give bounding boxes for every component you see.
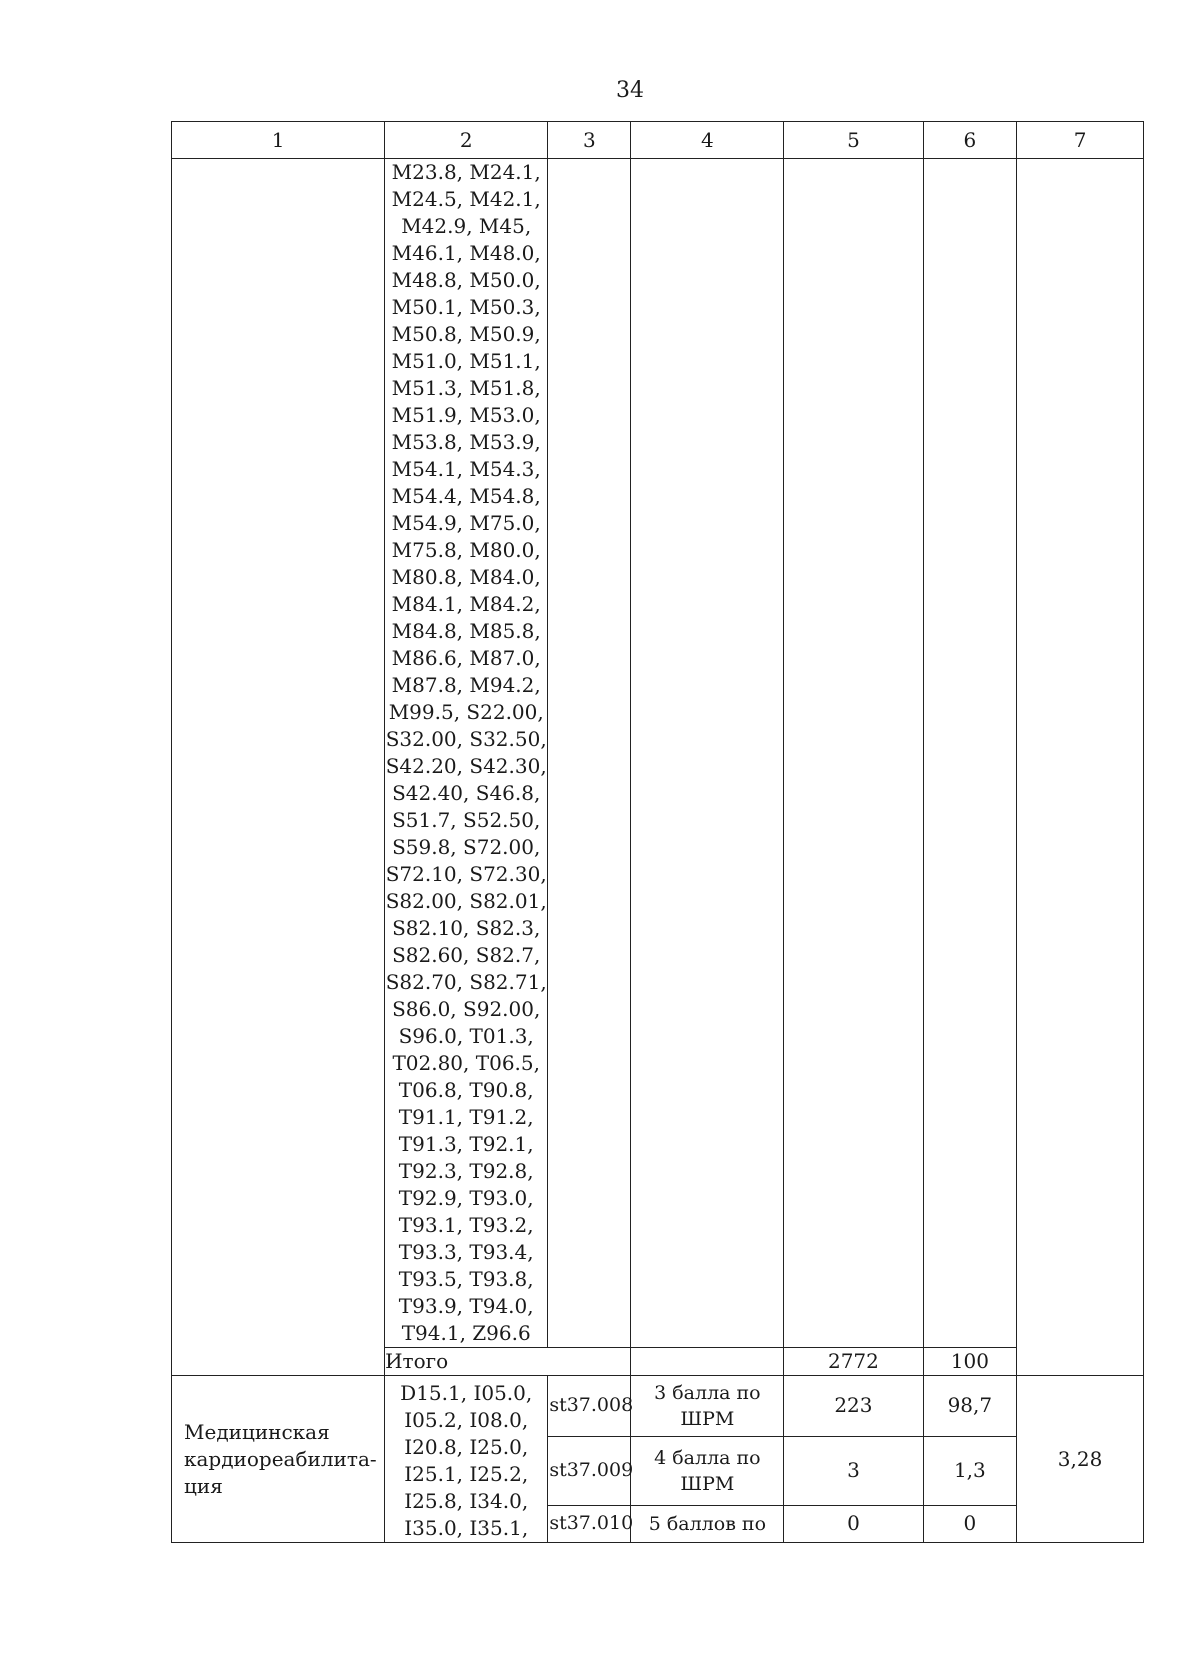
total-empty-cell bbox=[631, 1348, 784, 1376]
code-line: I05.2, I08.0, bbox=[404, 1408, 529, 1432]
code-line: S42.20, S42.30, bbox=[385, 754, 547, 778]
case-count: 3 bbox=[784, 1436, 923, 1505]
code-line: M86.6, M87.0, bbox=[391, 646, 541, 670]
code-line: T93.9, T94.0, bbox=[398, 1294, 534, 1318]
case-count: 0 bbox=[784, 1505, 923, 1542]
header-row bbox=[172, 122, 1144, 159]
criterion: 5 баллов по bbox=[631, 1505, 784, 1542]
header-col-2: 2 bbox=[385, 122, 548, 159]
code-line: T91.3, T92.1, bbox=[398, 1132, 534, 1156]
header-col-1: 1 bbox=[172, 122, 385, 159]
total-count: 2772 bbox=[784, 1348, 923, 1376]
code-line: T93.3, T93.4, bbox=[398, 1240, 534, 1264]
header-col-3: 3 bbox=[548, 122, 631, 159]
code-line: I25.1, I25.2, bbox=[404, 1462, 529, 1486]
case-share: 0 bbox=[923, 1505, 1017, 1542]
code-line: D15.1, I05.0, bbox=[400, 1381, 533, 1405]
code-line: T93.5, T93.8, bbox=[398, 1267, 534, 1291]
empty-ksg-cell bbox=[548, 159, 631, 1348]
code-line: S86.0, S92.00, bbox=[392, 997, 541, 1021]
code-line: M50.8, M50.9, bbox=[391, 322, 541, 346]
criterion: 4 балла по ШРМ bbox=[631, 1436, 784, 1505]
ksg-code: st37.009 bbox=[548, 1436, 631, 1505]
code-line: S82.00, S82.01, bbox=[385, 889, 547, 913]
code-line: M53.8, M53.9, bbox=[391, 430, 541, 454]
total-share: 100 bbox=[923, 1348, 1017, 1376]
empty-criterion-cell bbox=[631, 159, 784, 1348]
code-line: S82.10, S82.3, bbox=[392, 916, 541, 940]
code-line: M84.1, M84.2, bbox=[391, 592, 541, 616]
code-line: I35.0, I35.1, bbox=[404, 1516, 529, 1540]
total-label: Итого bbox=[385, 1348, 631, 1376]
code-line: S42.40, S46.8, bbox=[392, 781, 541, 805]
ksg-code: st37.010 bbox=[548, 1505, 631, 1542]
case-share: 98,7 bbox=[923, 1376, 1017, 1437]
empty-count-cell bbox=[784, 159, 923, 1348]
section-row bbox=[172, 1376, 1144, 1437]
code-line: I25.8, I34.0, bbox=[404, 1489, 529, 1513]
code-line: M51.9, M53.0, bbox=[391, 403, 541, 427]
tariff-table bbox=[171, 121, 1144, 1543]
code-line: I20.8, I25.0, bbox=[404, 1435, 529, 1459]
code-line: T06.8, T90.8, bbox=[398, 1078, 534, 1102]
empty-share-cell bbox=[923, 159, 1017, 1348]
section-codes-cell bbox=[385, 1376, 548, 1543]
section-name: Медицинская кардиореабилита-ция bbox=[172, 1376, 385, 1543]
code-line: M24.5, M42.1, bbox=[391, 187, 541, 211]
code-line: M42.9, M45, bbox=[401, 214, 532, 238]
header-col-4: 4 bbox=[631, 122, 784, 159]
code-line: M99.5, S22.00, bbox=[388, 700, 544, 724]
code-line: M51.3, M51.8, bbox=[391, 376, 541, 400]
code-line: M46.1, M48.0, bbox=[391, 241, 541, 265]
code-line: S82.60, S82.7, bbox=[392, 943, 541, 967]
code-line: S82.70, S82.71, bbox=[385, 970, 547, 994]
code-line: T91.1, T91.2, bbox=[398, 1105, 534, 1129]
code-line: M84.8, M85.8, bbox=[391, 619, 541, 643]
code-line: T92.9, T93.0, bbox=[398, 1186, 534, 1210]
code-line: M23.8, M24.1, bbox=[391, 160, 541, 184]
code-line: M54.4, M54.8, bbox=[391, 484, 541, 508]
empty-coef-cell bbox=[1017, 159, 1144, 1376]
case-count: 223 bbox=[784, 1376, 923, 1437]
code-line: S59.8, S72.00, bbox=[392, 835, 541, 859]
diagnosis-codes-cell bbox=[385, 159, 548, 1348]
code-line: M50.1, M50.3, bbox=[391, 295, 541, 319]
case-share: 1,3 bbox=[923, 1436, 1017, 1505]
code-line: S51.7, S52.50, bbox=[392, 808, 541, 832]
empty-name-cell bbox=[172, 159, 385, 1376]
ksg-code: st37.008 bbox=[548, 1376, 631, 1437]
criterion: 3 балла по ШРМ bbox=[631, 1376, 784, 1437]
header-col-5: 5 bbox=[784, 122, 923, 159]
code-line: T02.80, T06.5, bbox=[392, 1051, 540, 1075]
code-line: M87.8, M94.2, bbox=[391, 673, 541, 697]
codes-row bbox=[172, 159, 1144, 1348]
code-line: M75.8, M80.0, bbox=[391, 538, 541, 562]
header-col-7: 7 bbox=[1017, 122, 1144, 159]
header-col-6: 6 bbox=[923, 122, 1017, 159]
code-line: T94.1, Z96.6 bbox=[401, 1321, 531, 1345]
code-line: M51.0, M51.1, bbox=[391, 349, 541, 373]
code-line: T93.1, T93.2, bbox=[398, 1213, 534, 1237]
code-line: M54.9, M75.0, bbox=[391, 511, 541, 535]
code-line: M48.8, M50.0, bbox=[391, 268, 541, 292]
code-line: M54.1, M54.3, bbox=[391, 457, 541, 481]
code-line: S72.10, S72.30, bbox=[385, 862, 547, 886]
code-line: S32.00, S32.50, bbox=[385, 727, 547, 751]
coefficient: 3,28 bbox=[1017, 1376, 1144, 1543]
page-number: 34 bbox=[616, 78, 644, 103]
code-line: M80.8, M84.0, bbox=[391, 565, 541, 589]
code-line: S96.0, T01.3, bbox=[398, 1024, 534, 1048]
code-line: T92.3, T92.8, bbox=[398, 1159, 534, 1183]
